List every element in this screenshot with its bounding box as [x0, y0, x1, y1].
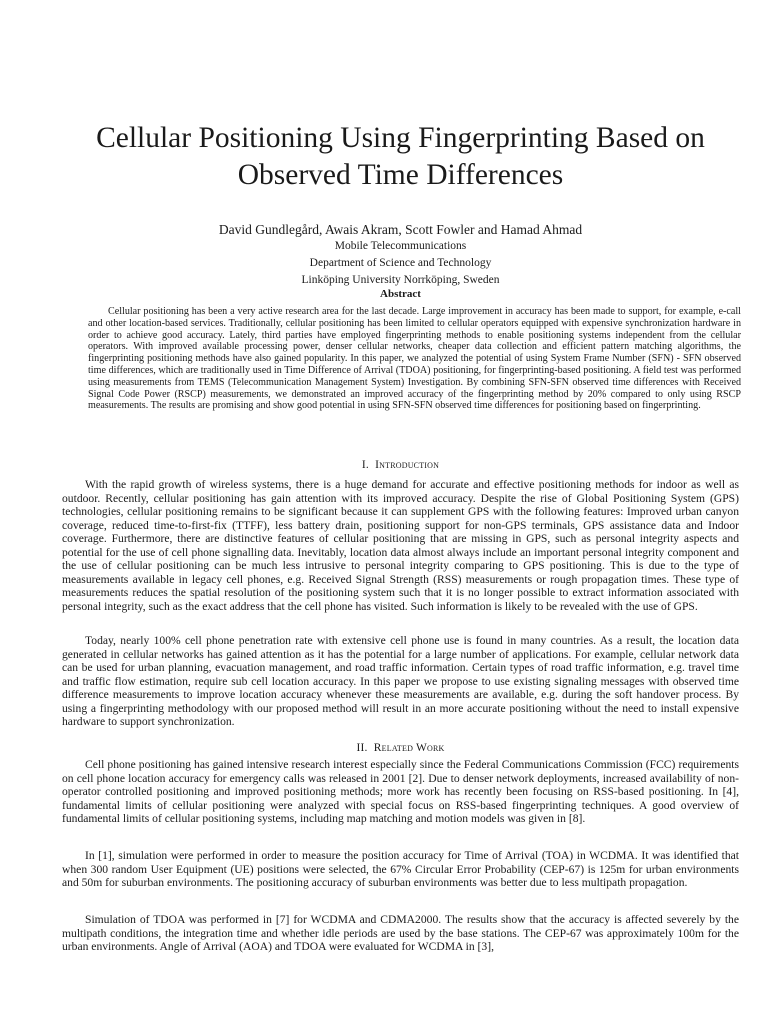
author-list: David Gundlegård, Awais Akram, Scott Fowler and Hamad Ahmad [218, 222, 583, 237]
affiliation-group: Mobile Telecommunications [334, 240, 467, 252]
paragraph: In [1], simulation were performed in order to measure the position accuracy for Time of Arrival (TOA) in WCDMA. It was identified that when 300 random User Equipment (UE) positions were selected, the 67% Circular Error Probability (CEP-67) is 125m for urban environments and 50m for suburban environments. The positioning accuracy of suburban environments was better due to less multipath propagation. [62, 849, 739, 890]
paragraph: Today, nearly 100% cell phone penetration rate with extensive cell phone use is found in many countries. As a result, the location data generated in cellular networks has gained attention as it has the potential for a large number of applications. For example, cellular network data can be used for urban planning, evacuation management, and road traffic information. Certain types of road traffic information, e.g. travel time and traffic flow estimation, require sub cell location accuracy. In this paper we propose to use existing signaling messages with observed time difference measurements to improve location accuracy whenever these measurements are available, e.g. during the soft handover process. By using a fingerprinting methodology with our proposed method will result in an more accurate positioning without the need to install expensive hardware to support synchronization. [62, 634, 739, 729]
abstract-text: Cellular positioning has been a very active research area for the last decade. Large improvement in accuracy has been made to support, for example, e-call and other location-based services. Traditionally, cellular positioning has been limited to cellular operators equipped with expensive synchronization hardware in order to achieve good accuracy. Lately, third parties have employed fingerprinting methods to enable positioning systems independent from the cellular operators. With improved available processing power, denser cellular networks, cheaper data collection and efficient pattern matching algorithms, the fingerprinting positioning methods have also gained popularity. In this paper, we analyzed the potential of using System Frame Number (SFN) - SFN observed time differences, which are traditionally used in Time Difference of Arrival (TDOA) positioning, for fingerprinting-based positioning. A field test was performed using measurements from TEMS (Telecommunication Management System) Investigation. By combining SFN-SFN observed time differences with Received Signal Code Power (RSCP) measurements, we demonstrated an improved accuracy of the fingerprinting method by 20% compared to only using RSCP measurements. The results are promising and show good potential in using SFN-SFN observed time differences for positioning based on fingerprinting. [88, 306, 741, 412]
affiliation-department: Department of Science and Technology [309, 257, 492, 269]
abstract-heading: Abstract [380, 288, 421, 300]
section-heading-related-work [62, 741, 739, 755]
paper-title: Cellular Positioning Using Fingerprinting Based on Observed Time Differences [96, 122, 705, 191]
section-number: II. [356, 742, 368, 754]
paragraph: With the rapid growth of wireless systems, there is a huge demand for accurate and effective positioning methods for indoor as well as outdoor. Recently, cellular positioning has gain attention with its improved accuracy. Despite the rise of Global Positioning System (GPS) technologies, cellular positioning remains to be significant because it can supplement GPS with the following features: Improved urban canyon coverage, reduced time-to-first-fix (TTFF), less battery drain, positioning support for non-GPS terminals, GPS assistance data and Indoor coverage. Furthermore, there are distinctive features of cellular positioning that are missing in GPS, such as personal integrity aspects and potential for the use of cell phone signalling data. Inevitably, location data almost always include an important personal integrity component and the use of cellular positioning can be much less intrusive to personal integrity comparing to GPS positioning. This is due to the type of measurements available in legacy cell phones, e.g. Received Signal Strength (RSS) measurements or rough propagation times. These type of measurements reduces the spatial resolution of the positioning system such that it is no longer possible to extract information associated with personal integrity, such as the exact address that the cell phone has visited. Such information is likely to be revealed with the use of GPS. [62, 478, 739, 613]
section-title: Introduction [375, 459, 440, 471]
paragraph: Cell phone positioning has gained intensive research interest especially since the Federal Communications Commission (FCC) requirements on cell phone location accuracy for emergency calls was released in 2001 [2]. Due to denser network deployments, increased availability of non-operator controlled positioning and improved positioning methods; more work has recently been focusing on RSS-based positioning. In [4], fundamental limits of cellular positioning were analyzed with special focus on RSS-based fingerprinting techniques. A good overview of fundamental limits of cellular positioning systems, including map matching and motion models was given in [8]. [62, 758, 739, 826]
affiliation-university: Linköping University Norrköping, Sweden [301, 274, 500, 286]
section-number: I. [361, 459, 369, 471]
paragraph: Simulation of TDOA was performed in [7] for WCDMA and CDMA2000. The results show that the accuracy is affected severely by the multipath conditions, the integration time and whether idle periods are used by the base stations. The CEP-67 was approximately 100m for the urban environments. Angle of Arrival (AOA) and TDOA were evaluated for WCDMA in [3], [62, 913, 739, 954]
section-heading-introduction [62, 458, 739, 472]
section-title: Related Work [373, 742, 445, 754]
